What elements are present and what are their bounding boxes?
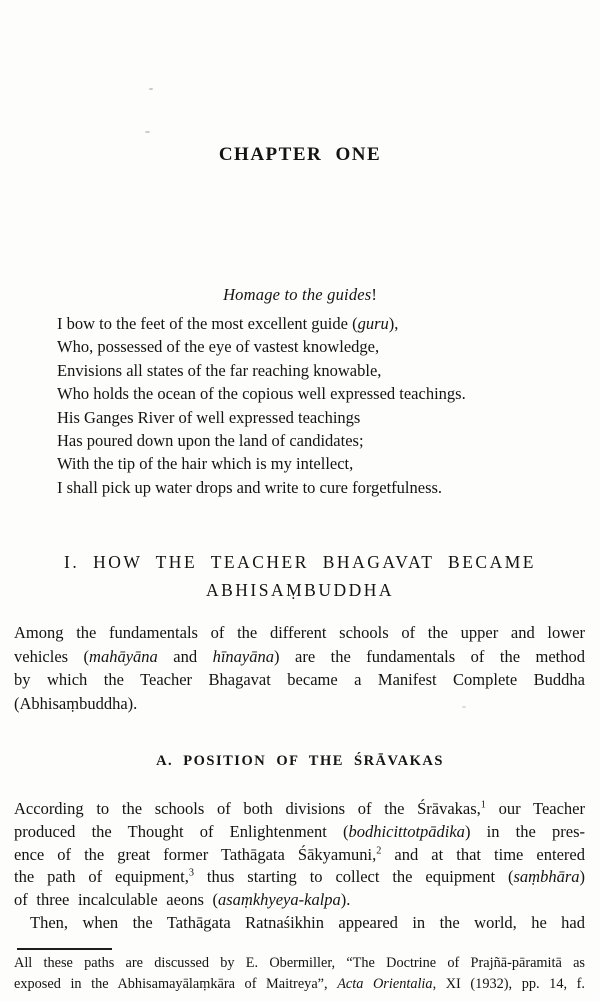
body-line: the path of equipment,$^3$ thus starting to collect the equipment (saṃbhāra) (14, 867, 585, 887)
body-line: by which the Teacher Bhagavat became a Manifest Complete Buddha (14, 670, 585, 690)
paragraph-sravakas (14, 798, 585, 935)
body-line: According to the schools of both divisions of the Śrāvakas,$^1$ our Teacher (14, 799, 585, 818)
poem-line: I shall pick up water drops and write to cure forgetfulness. (57, 477, 443, 497)
body-line: ence of the great former Tathāgata Śākyamuni,$^2$ and at that time entered (14, 844, 585, 864)
footnote-line: All these paths are discussed by E. Obermiller, “The Doctrine of Prajñā-pāramitā as (14, 955, 585, 971)
body-line: (Abhisaṃbuddha). (14, 693, 138, 713)
footnote-separator-rule (17, 948, 112, 950)
section-heading-line1: I. HOW THE TEACHER BHAGAVAT BECAME (64, 552, 536, 572)
body-line: Among the fundamentals of the different schools of the upper and lower (14, 623, 585, 642)
body-line: vehicles (mahāyāna and hīnayāna) are the fundamentals of the method (14, 646, 585, 666)
body-line: Then, when the Tathāgata Ratnaśikhin appeared in the world, he had (30, 912, 585, 932)
footnote (14, 953, 585, 995)
body-line: produced the Thought of Enlightenment (bodhicittotpādika) in the pres- (14, 821, 585, 841)
poem-line: I bow to the feet of the most excellent guide (guru), (57, 314, 399, 333)
poem-line: Has poured down upon the land of candidates; (57, 431, 364, 451)
scan-speck (149, 88, 153, 90)
paragraph-intro (14, 621, 585, 715)
homage-poem (57, 312, 577, 499)
poem-line: His Ganges River of well expressed teachings (57, 407, 361, 427)
subsection-heading: A. POSITION OF THE ŚRĀVAKAS (156, 753, 444, 769)
scan-speck (145, 131, 150, 133)
poem-line: Who, possessed of the eye of vastest knowledge, (57, 337, 380, 357)
section-heading (0, 549, 600, 604)
dedication-line: Homage to the guides! (223, 285, 377, 304)
chapter-title: CHAPTER ONE (218, 144, 382, 165)
section-heading-line2: ABHISAṂBUDDHA (205, 579, 395, 600)
poem-line: Envisions all states of the far reaching knowable, (57, 360, 382, 380)
footnote-line: exposed in the Abhisamayālaṃkāra of Maitreya”, Acta Orientalia, XI (1932), pp. 14, f. (14, 976, 585, 992)
scan-speck (462, 706, 466, 708)
poem-line: With the tip of the hair which is my intellect, (57, 454, 354, 474)
poem-line: Who holds the ocean of the copious well expressed teachings. (57, 384, 466, 404)
body-line: of three incalculable aeons (asaṃkhyeya-kalpa). (14, 890, 351, 910)
